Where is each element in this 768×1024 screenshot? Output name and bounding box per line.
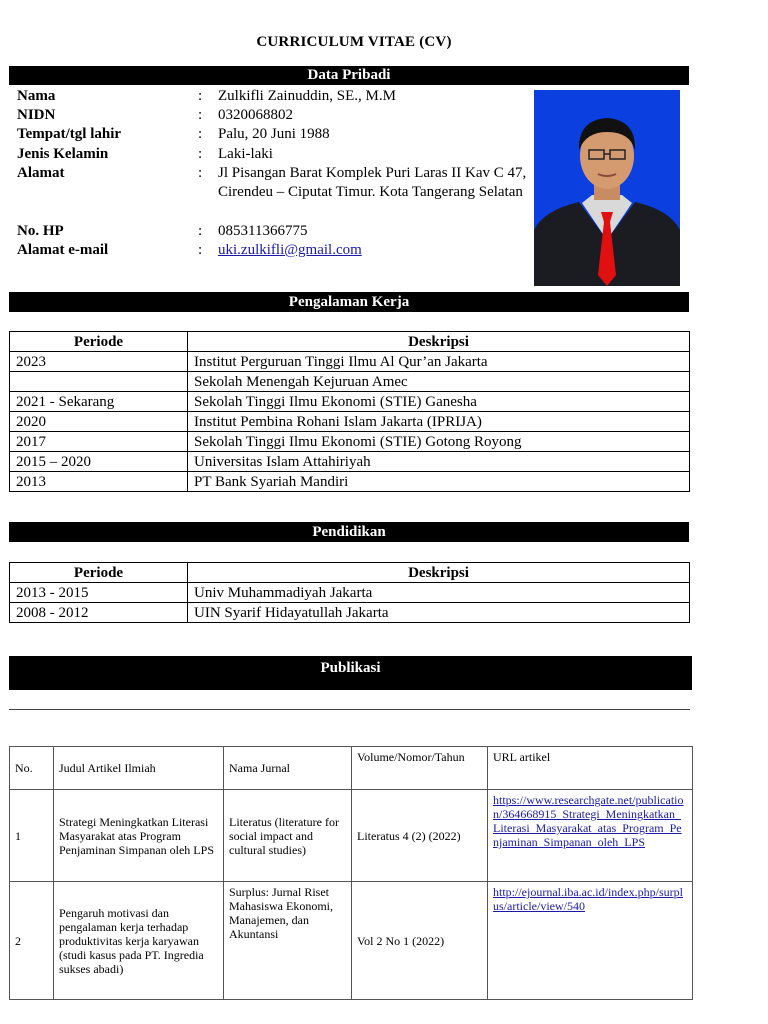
field-label-birth: Tempat/tgl lahir bbox=[17, 126, 122, 142]
cell-description: UIN Syarif Hidayatullah Jakarta bbox=[188, 603, 690, 623]
person-portrait-icon bbox=[534, 90, 680, 286]
cell-description: Institut Pembina Rohani Islam Jakarta (IPRIJA) bbox=[188, 412, 690, 432]
field-colon: : bbox=[198, 107, 203, 123]
field-label-email: Alamat e-mail bbox=[17, 242, 109, 258]
col-header-journal: Nama Jurnal bbox=[224, 747, 352, 790]
cell-title: Pengaruh motivasi dan pengalaman kerja terhadap produktivitas kerja karyawan (studi kasus pada PT. Ingredia sukses abadi) bbox=[54, 882, 224, 1000]
section-personal-header: Data Pribadi bbox=[9, 66, 689, 85]
cell-no: 1 bbox=[10, 790, 54, 882]
field-value-birth: Palu, 20 Juni 1988 bbox=[218, 126, 330, 142]
cell-period: 2008 - 2012 bbox=[10, 603, 188, 623]
cell-journal: Surplus: Jurnal Riset Mahasiswa Ekonomi, Manajemen, dan Akuntansi bbox=[224, 882, 352, 1000]
table-header-row bbox=[10, 332, 690, 352]
cell-description: Universitas Islam Attahiriyah bbox=[188, 452, 690, 472]
field-colon: : bbox=[198, 242, 203, 258]
cell-period: 2020 bbox=[10, 412, 188, 432]
field-label-gender: Jenis Kelamin bbox=[17, 146, 109, 162]
section-education-header: Pendidikan bbox=[9, 522, 689, 542]
field-colon: : bbox=[198, 165, 203, 181]
profile-photo bbox=[534, 90, 680, 286]
field-label-name: Nama bbox=[17, 88, 56, 104]
field-value-email[interactable] bbox=[218, 241, 528, 260]
field-value-name: Zulkifli Zainuddin, SE., M.M bbox=[218, 88, 396, 104]
table-row bbox=[10, 392, 690, 412]
cell-period bbox=[10, 372, 188, 392]
cell-title: Strategi Meningkatkan Literasi Masyarakat atas Program Penjaminan Simpanan oleh LPS bbox=[54, 790, 224, 882]
cell-volume: Vol 2 No 1 (2022) bbox=[352, 882, 488, 1000]
section-publications-header: Publikasi bbox=[9, 656, 692, 690]
table-row bbox=[10, 432, 690, 452]
cell-description: PT Bank Syariah Mandiri bbox=[188, 472, 690, 492]
cell-period: 2013 - 2015 bbox=[10, 583, 188, 603]
table-header-row bbox=[10, 747, 693, 790]
col-header-description: Deskripsi bbox=[188, 563, 690, 583]
field-colon: : bbox=[198, 126, 203, 142]
field-colon: : bbox=[198, 146, 203, 162]
cell-period: 2017 bbox=[10, 432, 188, 452]
cell-period: 2023 bbox=[10, 352, 188, 372]
col-header-description: Deskripsi bbox=[188, 332, 690, 352]
email-link[interactable]: uki.zulkifli@gmail.com bbox=[218, 242, 362, 258]
col-header-title: Judul Artikel Ilmiah bbox=[54, 747, 224, 790]
field-colon: : bbox=[198, 223, 203, 239]
col-header-url: URL artikel bbox=[488, 747, 693, 790]
table-row bbox=[10, 603, 690, 623]
cell-description: Institut Perguruan Tinggi Ilmu Al Qur’an Jakarta bbox=[188, 352, 690, 372]
cell-journal: Literatus (literature for social impact and cultural studies) bbox=[224, 790, 352, 882]
table-row bbox=[10, 352, 690, 372]
article-url-link[interactable]: https://www.researchgate.net/publication/364668915_Strategi_Meningkatkan_Literasi_Masyarakat_atas_Program_Penjaminan_Simpanan_oleh_LPS bbox=[488, 790, 693, 882]
field-value-phone: 085311366775 bbox=[218, 223, 308, 239]
cell-period: 2013 bbox=[10, 472, 188, 492]
table-header-row bbox=[10, 563, 690, 583]
cell-volume: Literatus 4 (2) (2022) bbox=[352, 790, 488, 882]
field-value-nidn: 0320068802 bbox=[218, 107, 293, 123]
cell-description: Univ Muhammadiyah Jakarta bbox=[188, 583, 690, 603]
cell-description: Sekolah Tinggi Ilmu Ekonomi (STIE) Ganesha bbox=[188, 392, 690, 412]
table-row bbox=[10, 372, 690, 392]
divider bbox=[9, 709, 690, 710]
page-title: CURRICULUM VITAE (CV) bbox=[256, 34, 452, 50]
table-row bbox=[10, 412, 690, 432]
table-row bbox=[10, 882, 693, 1000]
field-colon: : bbox=[198, 88, 203, 104]
cell-period: 2015 – 2020 bbox=[10, 452, 188, 472]
field-label-nidn: NIDN bbox=[17, 107, 56, 123]
work-table bbox=[9, 331, 690, 492]
field-value-address: Jl Pisangan Barat Komplek Puri Laras II Kav C 47, Cirendeu – Ciputat Timur. Kota Tangerang Selatan bbox=[218, 165, 527, 200]
field-label-phone: No. HP bbox=[17, 223, 64, 239]
cell-period: 2021 - Sekarang bbox=[10, 392, 188, 412]
table-row bbox=[10, 790, 693, 882]
col-header-no: No. bbox=[10, 747, 54, 790]
article-url-link[interactable]: http://ejournal.iba.ac.id/index.php/surplus/article/view/540 bbox=[488, 882, 693, 1000]
section-work-header: Pengalaman Kerja bbox=[9, 292, 689, 312]
table-row bbox=[10, 452, 690, 472]
field-label-address: Alamat bbox=[17, 165, 65, 181]
cell-description: Sekolah Menengah Kejuruan Amec bbox=[188, 372, 690, 392]
table-row bbox=[10, 583, 690, 603]
col-header-period: Periode bbox=[10, 332, 188, 352]
cell-description: Sekolah Tinggi Ilmu Ekonomi (STIE) Gotong Royong bbox=[188, 432, 690, 452]
table-row bbox=[10, 472, 690, 492]
education-table bbox=[9, 562, 690, 623]
col-header-period: Periode bbox=[10, 563, 188, 583]
col-header-volume: Volume/Nomor/Tahun bbox=[352, 747, 488, 790]
cell-no: 2 bbox=[10, 882, 54, 1000]
publications-table bbox=[9, 746, 693, 1000]
field-value-gender: Laki-laki bbox=[218, 146, 273, 162]
